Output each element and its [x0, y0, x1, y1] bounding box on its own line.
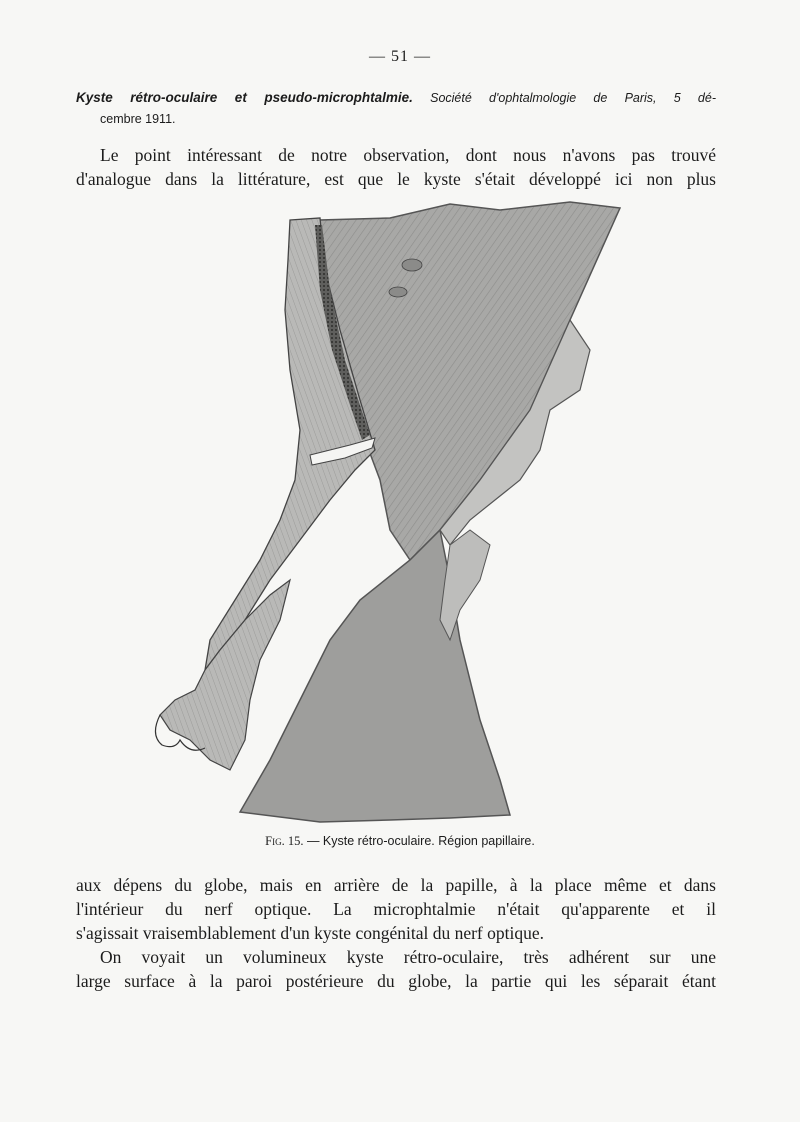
figure-caption: [0, 834, 800, 849]
paragraph-3: [76, 945, 716, 993]
paragraph-2-line-1: aux dépens du globe, mais en arrière de la papille, à la place même et dans: [76, 875, 716, 895]
reference-source: Société d'ophtalmologie de Paris, 5 dé-: [430, 91, 716, 105]
paragraph-3-line-1: On voyait un volumineux kyste rétro-oculaire, très adhérent sur une: [100, 947, 716, 967]
paragraph-2-line-3: s'agissait vraisemblablement d'un kyste congénital du nerf optique.: [76, 923, 544, 943]
right-membrane-shape-2: [440, 530, 490, 640]
reference-line-2: cembre 1911.: [100, 112, 176, 126]
paragraph-1: [76, 143, 716, 191]
paragraph-1-line-1: Le point intéressant de notre observation, dont nous n'avons pas trouvé: [100, 145, 716, 165]
cell-cluster-shape: [402, 259, 422, 271]
figure-caption-text: — Kyste rétro-oculaire. Région papillaire.: [306, 834, 535, 848]
bibliographic-reference: [76, 88, 716, 129]
figure-label: Fig. 15.: [265, 834, 304, 848]
paragraph-3-line-2: large surface à la paroi postérieure du globe, la partie qui les séparait étant: [76, 971, 716, 991]
histology-figure: [150, 200, 630, 830]
reference-title: Kyste rétro-oculaire et pseudo-microphtalmie.: [76, 90, 413, 105]
reference-line-1: [76, 88, 716, 109]
cell-cluster-shape-2: [389, 287, 407, 297]
page-number: — 51 —: [369, 48, 431, 65]
paragraph-2: [76, 873, 716, 945]
paragraph-2-line-2: l'intérieur du nerf optique. La microphtalmie n'était qu'apparente et il: [76, 899, 716, 919]
paragraph-1-line-2: d'analogue dans la littérature, est que le kyste s'était développé ici non plus: [76, 169, 716, 189]
